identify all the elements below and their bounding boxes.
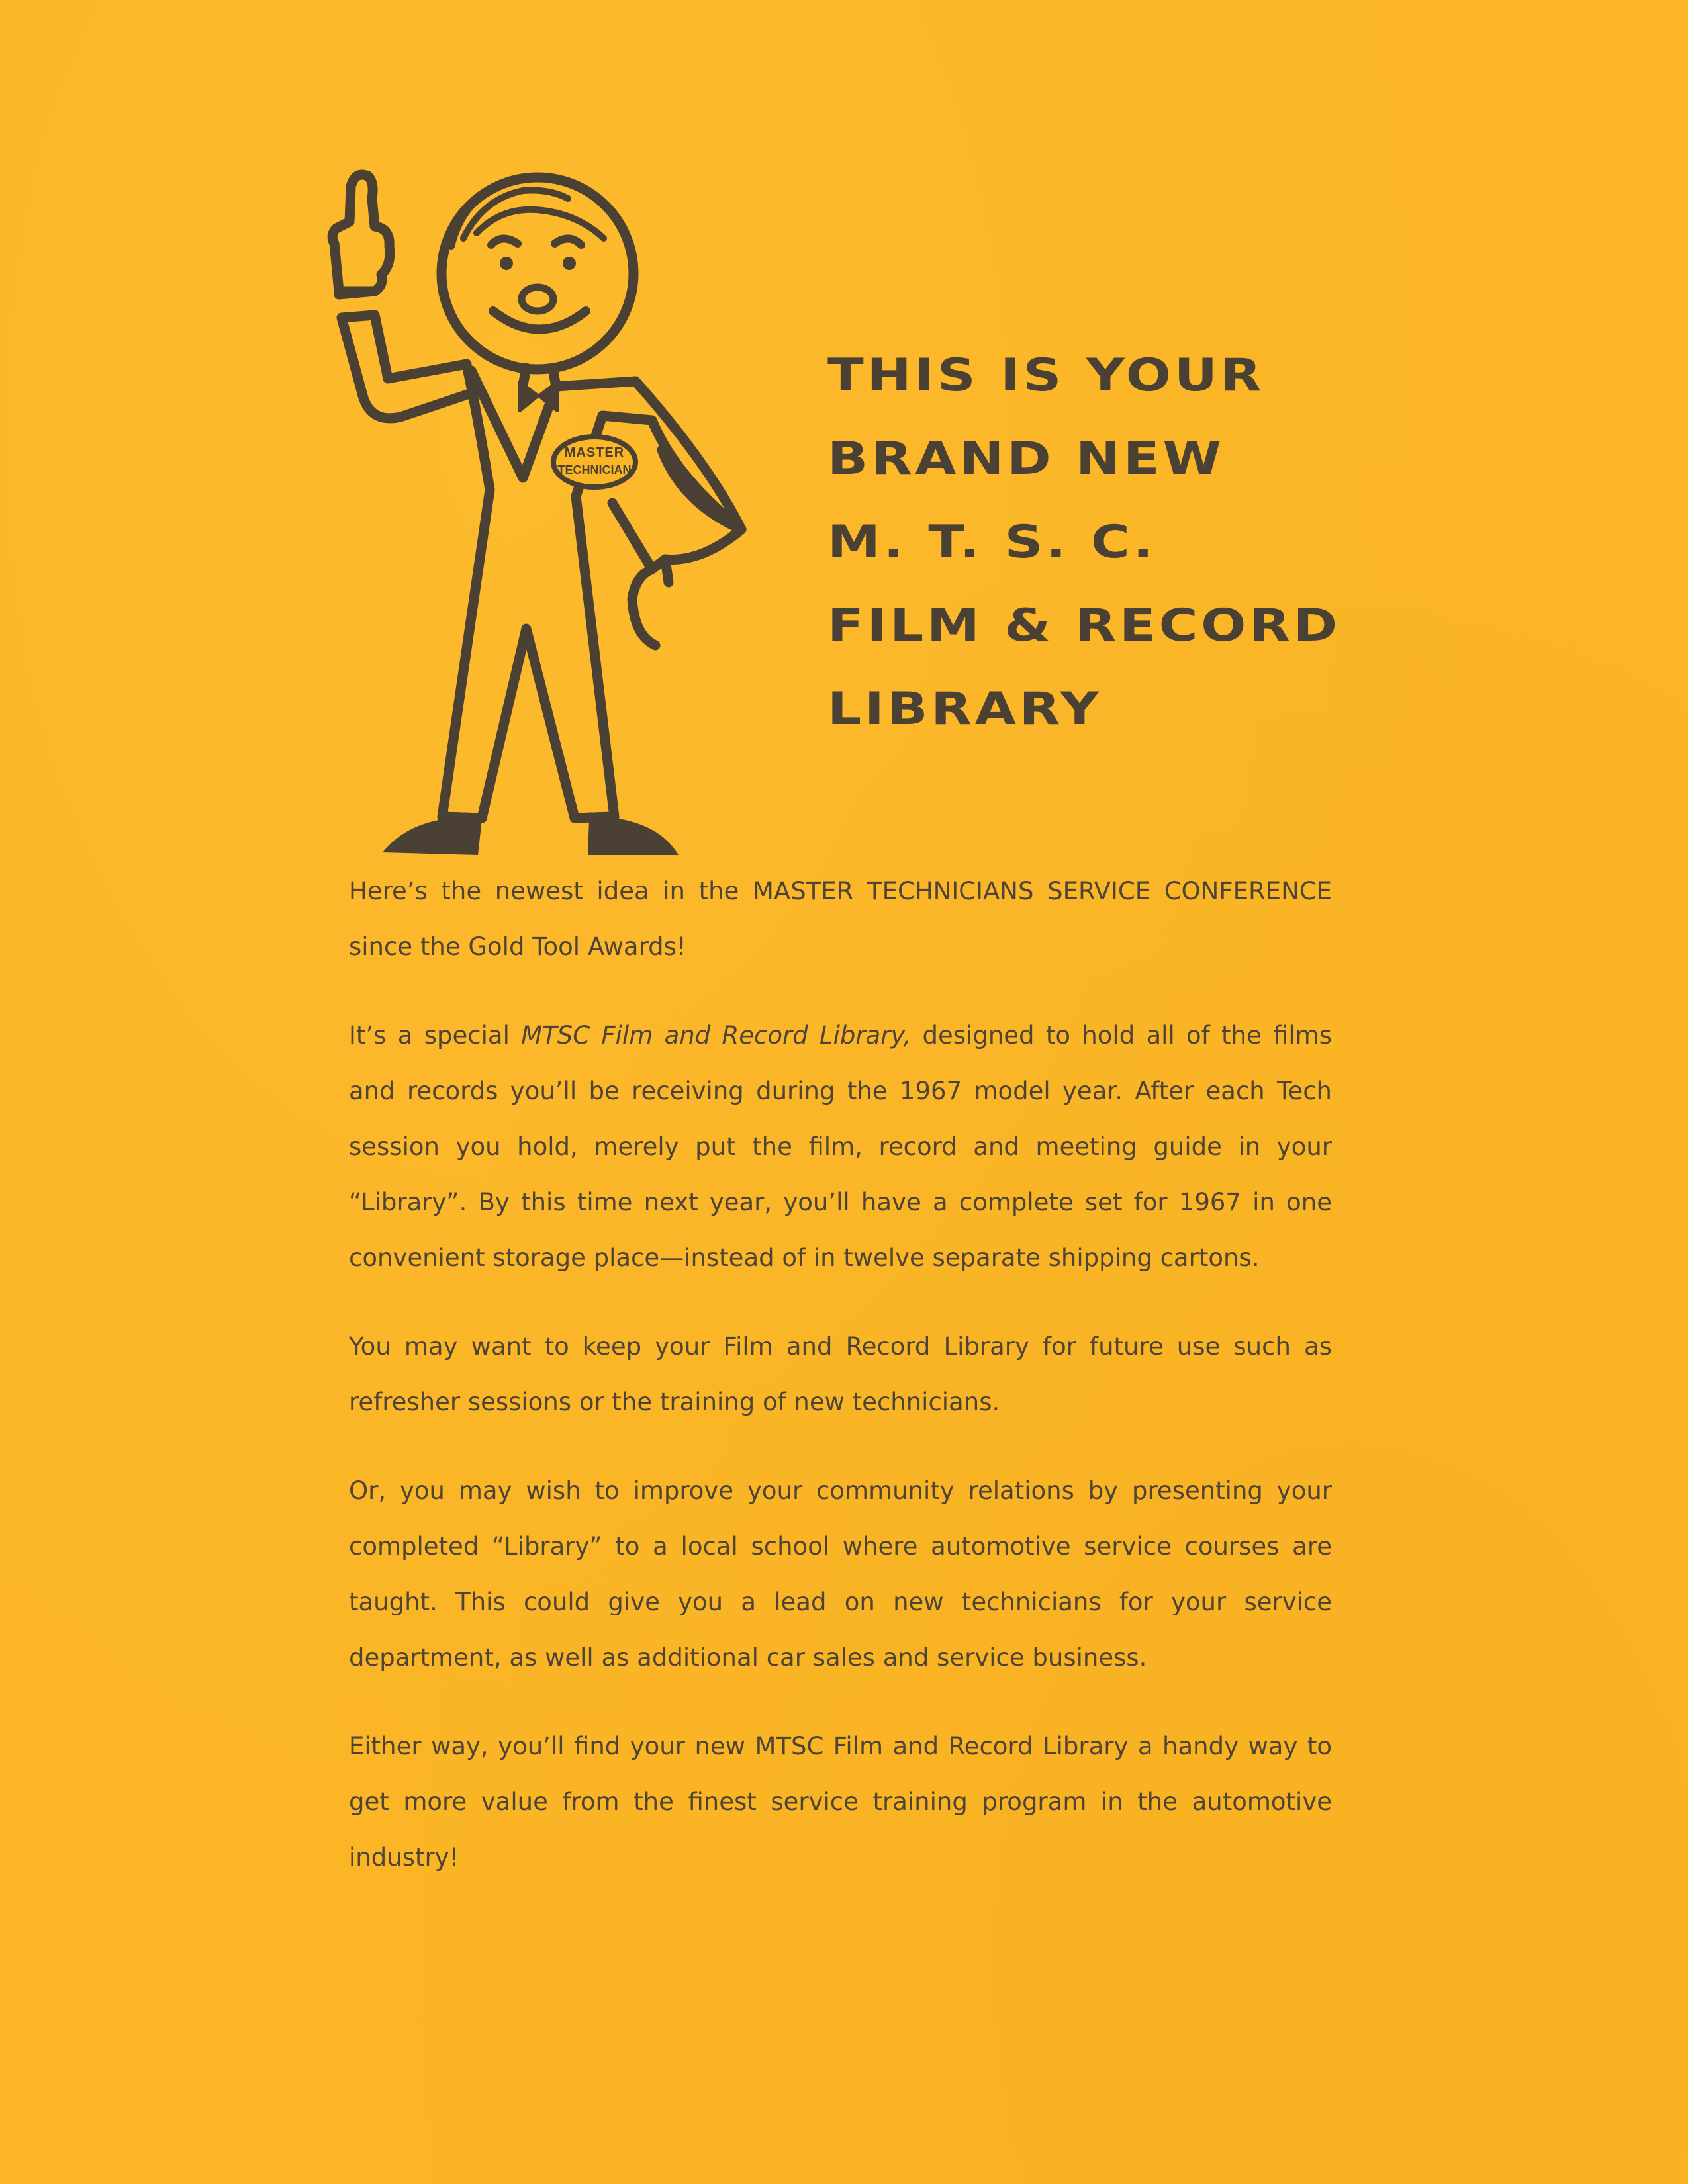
library-name-italic: MTSC Film and Record Library, [521, 1021, 912, 1050]
left-shoe [383, 819, 482, 855]
left-eye [500, 257, 513, 270]
right-shoe [588, 819, 679, 855]
eyebrows [491, 238, 581, 245]
headline-line-3: M. T. S. C. [827, 516, 1156, 569]
torso-outline [442, 365, 741, 818]
badge-line2: TECHNICIAN [557, 463, 632, 477]
paragraph-community-relations: Or, you may wish to improve your community relations by presenting your completed “Library” to a local school where automotive service courses are taught. This could give you a lead on new technicians for your service department, as well as additional car sales and service business. [349, 1477, 1332, 1672]
paragraph-2-lead: It’s a special [349, 1021, 522, 1050]
paragraph-library-description [349, 1008, 1332, 1286]
paragraph-intro: Here’s the newest idea in the MASTER TECHNICIANS SERVICE CONFERENCE since the Gold Tool Awards! [349, 877, 1332, 961]
headline-line-1: THIS IS YOUR [827, 349, 1265, 402]
raised-hand [332, 175, 390, 291]
badge [553, 437, 635, 487]
headline-line-2: BRAND NEW [827, 433, 1225, 485]
headline [827, 334, 1622, 751]
trouser-hems [442, 817, 614, 818]
nose [522, 287, 553, 311]
bow-tie [520, 383, 557, 410]
paragraph-closing: Either way, you’ll find your new MTSC Film and Record Library a handy way to get more value from the finest service training program in the automotive industry! [349, 1732, 1332, 1872]
headline-line-5: LIBRARY [827, 683, 1102, 735]
paragraph-2-rest: designed to hold all of the films and records you’ll be receiving during the 1967 model year. After each Tech session you hold, merely put the film, record and meeting guide in your “Library”. By this time next year, you’ll have a complete set for 1967 in one convenient storage place—instead of in twelve separate shipping cartons. [349, 1021, 1332, 1272]
headline-line-4: FILM & RECORD [827, 600, 1340, 652]
body-text [349, 864, 1332, 1919]
badge-line1: MASTER [564, 445, 625, 460]
master-technician-mascot-illustration [311, 159, 761, 860]
hair [451, 185, 604, 246]
paragraph-future-use: You may want to keep your Film and Record Library for future use such as refresher sessions or the training of new technicians. [349, 1332, 1332, 1416]
right-eye [563, 257, 576, 270]
